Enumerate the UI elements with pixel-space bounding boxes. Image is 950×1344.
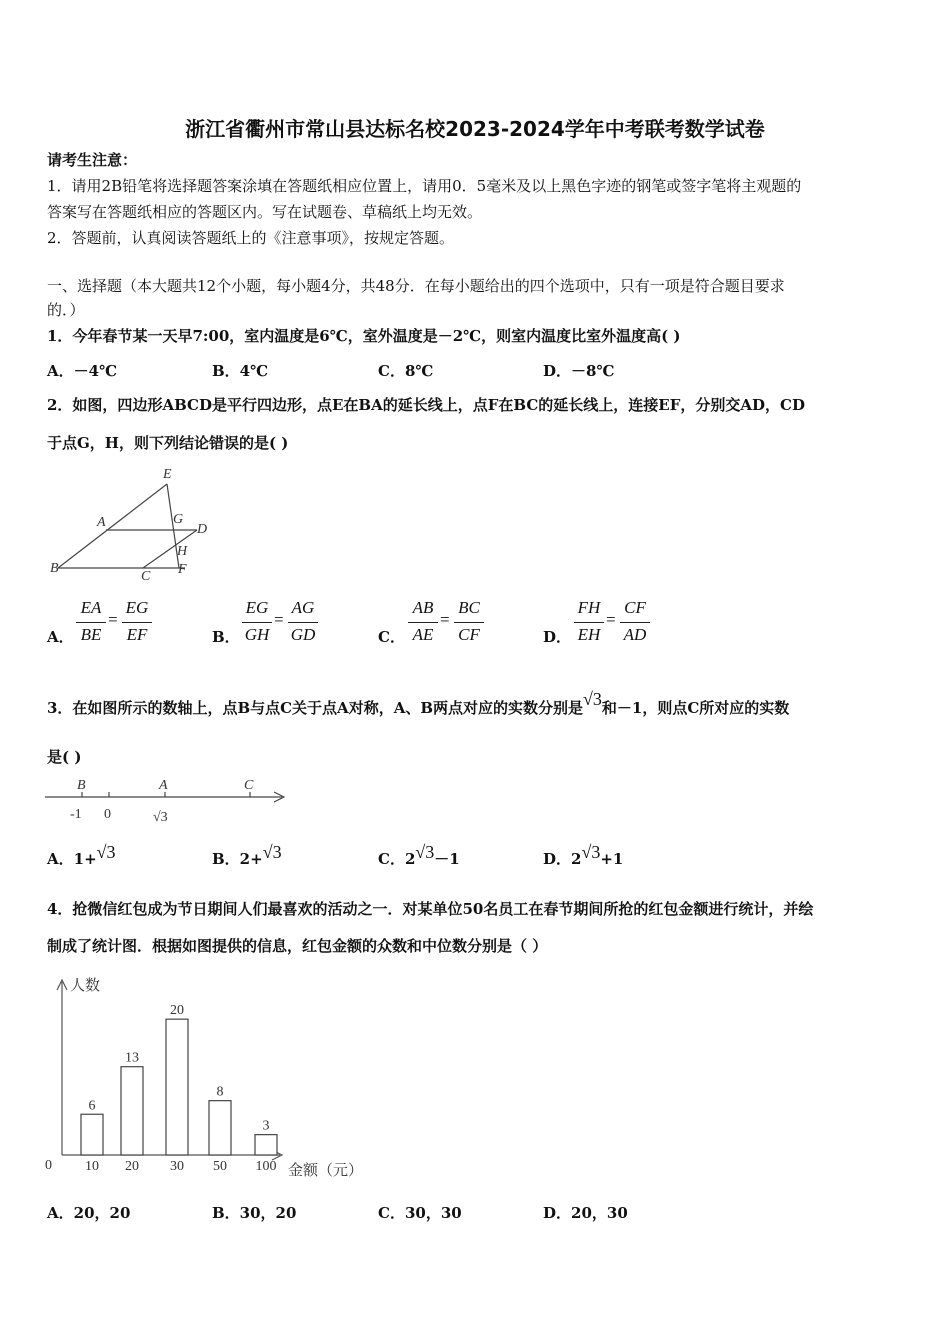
q2-option-a-letter[interactable]: A．: [47, 628, 74, 646]
page-title: 浙江省衢州市常山县达标名校2023-2024学年中考联考数学试卷: [185, 117, 765, 141]
category-tick-label: 10: [85, 1159, 99, 1174]
q4-option-a[interactable]: A．20，20: [47, 1204, 131, 1222]
q1-option-a[interactable]: A．－4℃: [47, 362, 118, 380]
label-a: A: [97, 515, 106, 530]
parallelogram-figure: [45, 462, 225, 587]
q2-option-d-letter[interactable]: D．: [543, 628, 572, 646]
sqrt3-symbol: √3: [415, 842, 435, 862]
label-d: D: [197, 522, 208, 537]
fraction-numerator: FH: [577, 598, 601, 617]
equals-sign: =: [440, 610, 450, 629]
q2-stem-b: 于点G，H，则下列结论错误的是( ): [47, 434, 289, 452]
fraction-numerator: EG: [125, 598, 149, 617]
q2-stem-a: 2．如图，四边形ABCD是平行四边形，点E在BA的延长线上，点F在BC的延长线上，连接EF，分别交AD，CD: [47, 396, 805, 414]
q3-option-d-post: +1: [600, 850, 624, 868]
label-b: B: [50, 561, 59, 576]
q3-option-b[interactable]: [212, 842, 282, 869]
fraction-numerator: AB: [412, 598, 434, 617]
equals-sign: =: [606, 610, 616, 629]
sqrt3-symbol: √3: [262, 842, 282, 862]
bar-50: [209, 1101, 231, 1155]
line-cd: [143, 530, 197, 568]
point-label-b: B: [77, 778, 86, 793]
fraction-bar: [620, 622, 650, 623]
q3-option-d[interactable]: [543, 842, 624, 869]
notice-line-1b: 答案写在答题纸相应的答题区内。写在试题卷、草稿纸上均无效。: [47, 203, 483, 221]
fraction-bar: [242, 622, 272, 623]
q4-option-c[interactable]: C．30，30: [378, 1204, 462, 1222]
fraction-denominator: GH: [244, 625, 270, 644]
notice-heading: 请考生注意：: [47, 151, 138, 169]
q3-stem-a2-text: 和－1，则点C所对应的实数: [601, 699, 790, 717]
q3-option-a-pre: A．1+: [47, 850, 97, 868]
red-packet-bar-chart: [40, 972, 380, 1182]
sqrt3-symbol: √3: [581, 842, 601, 862]
fraction-numerator: CF: [624, 598, 646, 617]
fraction-denominator: BE: [80, 625, 102, 644]
tick-label-sqrt3: √3: [153, 810, 168, 825]
tick-label-minus1: -1: [70, 807, 82, 822]
q3-option-c-post: －1: [434, 850, 460, 868]
bar-20: [121, 1067, 143, 1155]
fraction-numerator: EG: [245, 598, 269, 617]
point-label-a: A: [159, 778, 168, 793]
label-g: G: [173, 512, 184, 527]
q3-option-c[interactable]: [378, 842, 460, 869]
category-tick-label: 30: [170, 1159, 184, 1174]
q3-stem-a-text: 3．在如图所示的数轴上，点B与点C关于点A对称，A、B两点对应的实数分别是: [47, 699, 584, 717]
q2-option-c-letter[interactable]: C．: [378, 628, 405, 646]
q3-stem-b: 是( ): [47, 748, 82, 766]
origin-label: 0: [45, 1158, 52, 1173]
fraction-denominator: AD: [623, 625, 647, 644]
fraction-bar: [76, 622, 106, 623]
label-e: E: [163, 467, 172, 482]
section-heading-a: 一、选择题（本大题共12个小题，每小题4分，共48分．在每小题给出的四个选项中，只有一项是符合题目要求: [47, 277, 785, 295]
equals-sign: =: [108, 610, 118, 629]
tick-label-0: 0: [104, 807, 111, 822]
category-tick-label: 20: [125, 1159, 139, 1174]
notice-line-1a: 1．请用2B铅笔将选择题答案涂填在答题纸相应位置上，请用0．5毫米及以上黑色字迹的钢笔或签字笔将主观题的: [47, 177, 802, 195]
label-f: F: [178, 562, 187, 577]
bar-30: [166, 1019, 188, 1155]
fraction-denominator: AE: [412, 625, 434, 644]
q4-stem-a: 4．抢微信红包成为节日期间人们最喜欢的活动之一．对某单位50名员工在春节期间所抢的红包金额进行统计，并绘: [47, 900, 814, 918]
equals-sign: =: [274, 610, 284, 629]
bar-value-label: 8: [216, 1084, 224, 1100]
fraction-denominator: GD: [290, 625, 316, 644]
label-h: H: [177, 544, 188, 559]
q1-option-c[interactable]: C．8℃: [378, 362, 434, 380]
q3-option-d-pre: D．2: [543, 850, 582, 868]
y-axis-label: 人数: [70, 978, 101, 994]
fraction-bar: [454, 622, 484, 623]
bar-10: [81, 1114, 103, 1155]
fraction-numerator: AG: [291, 598, 315, 617]
q4-stem-b: 制成了统计图．根据如图提供的信息，红包金额的众数和中位数分别是（ ）: [47, 937, 548, 955]
category-tick-label: 100: [255, 1159, 277, 1174]
fraction-bar: [288, 622, 318, 623]
point-label-c: C: [244, 778, 254, 793]
line-be: [58, 484, 167, 568]
sqrt3-symbol: √3: [96, 842, 116, 862]
section-heading-b: 的．）: [47, 301, 85, 319]
q4-option-b[interactable]: B．30，20: [212, 1204, 297, 1222]
fraction-denominator: CF: [458, 625, 480, 644]
q3-option-b-pre: B．2+: [212, 850, 263, 868]
q1-option-d[interactable]: D．－8℃: [543, 362, 615, 380]
q4-option-d[interactable]: D．20，30: [543, 1204, 628, 1222]
bar-value-label: 3: [262, 1118, 270, 1134]
q2-option-b-letter[interactable]: B．: [212, 628, 240, 646]
bar-value-label: 13: [125, 1050, 139, 1066]
bar-value-label: 20: [170, 1003, 184, 1019]
sqrt3-symbol: √3: [583, 689, 602, 709]
fraction-numerator: BC: [458, 598, 480, 617]
fraction-bar: [408, 622, 438, 623]
category-tick-label: 50: [213, 1159, 227, 1174]
fraction-denominator: EH: [577, 625, 601, 644]
number-line-figure: [42, 772, 292, 828]
label-c: C: [141, 569, 151, 584]
bar-100: [255, 1135, 277, 1155]
fraction-bar: [574, 622, 604, 623]
x-axis-label: 金额（元）: [288, 1163, 364, 1179]
fraction-bar: [122, 622, 152, 623]
fraction-denominator: EF: [126, 625, 148, 644]
q1-stem: 1．今年春节某一天早7:00，室内温度是6℃，室外温度是－2℃，则室内温度比室外温度高( ): [47, 327, 681, 345]
q1-option-b[interactable]: B．4℃: [212, 362, 269, 380]
q3-option-a[interactable]: [47, 842, 116, 869]
fraction-numerator: EA: [80, 598, 102, 617]
bar-value-label: 6: [88, 1098, 96, 1114]
q3-option-c-pre: C．2: [378, 850, 416, 868]
q3-stem-a: [47, 689, 790, 718]
notice-line-2: 2．答题前，认真阅读答题纸上的《注意事项》，按规定答题。: [47, 229, 455, 247]
